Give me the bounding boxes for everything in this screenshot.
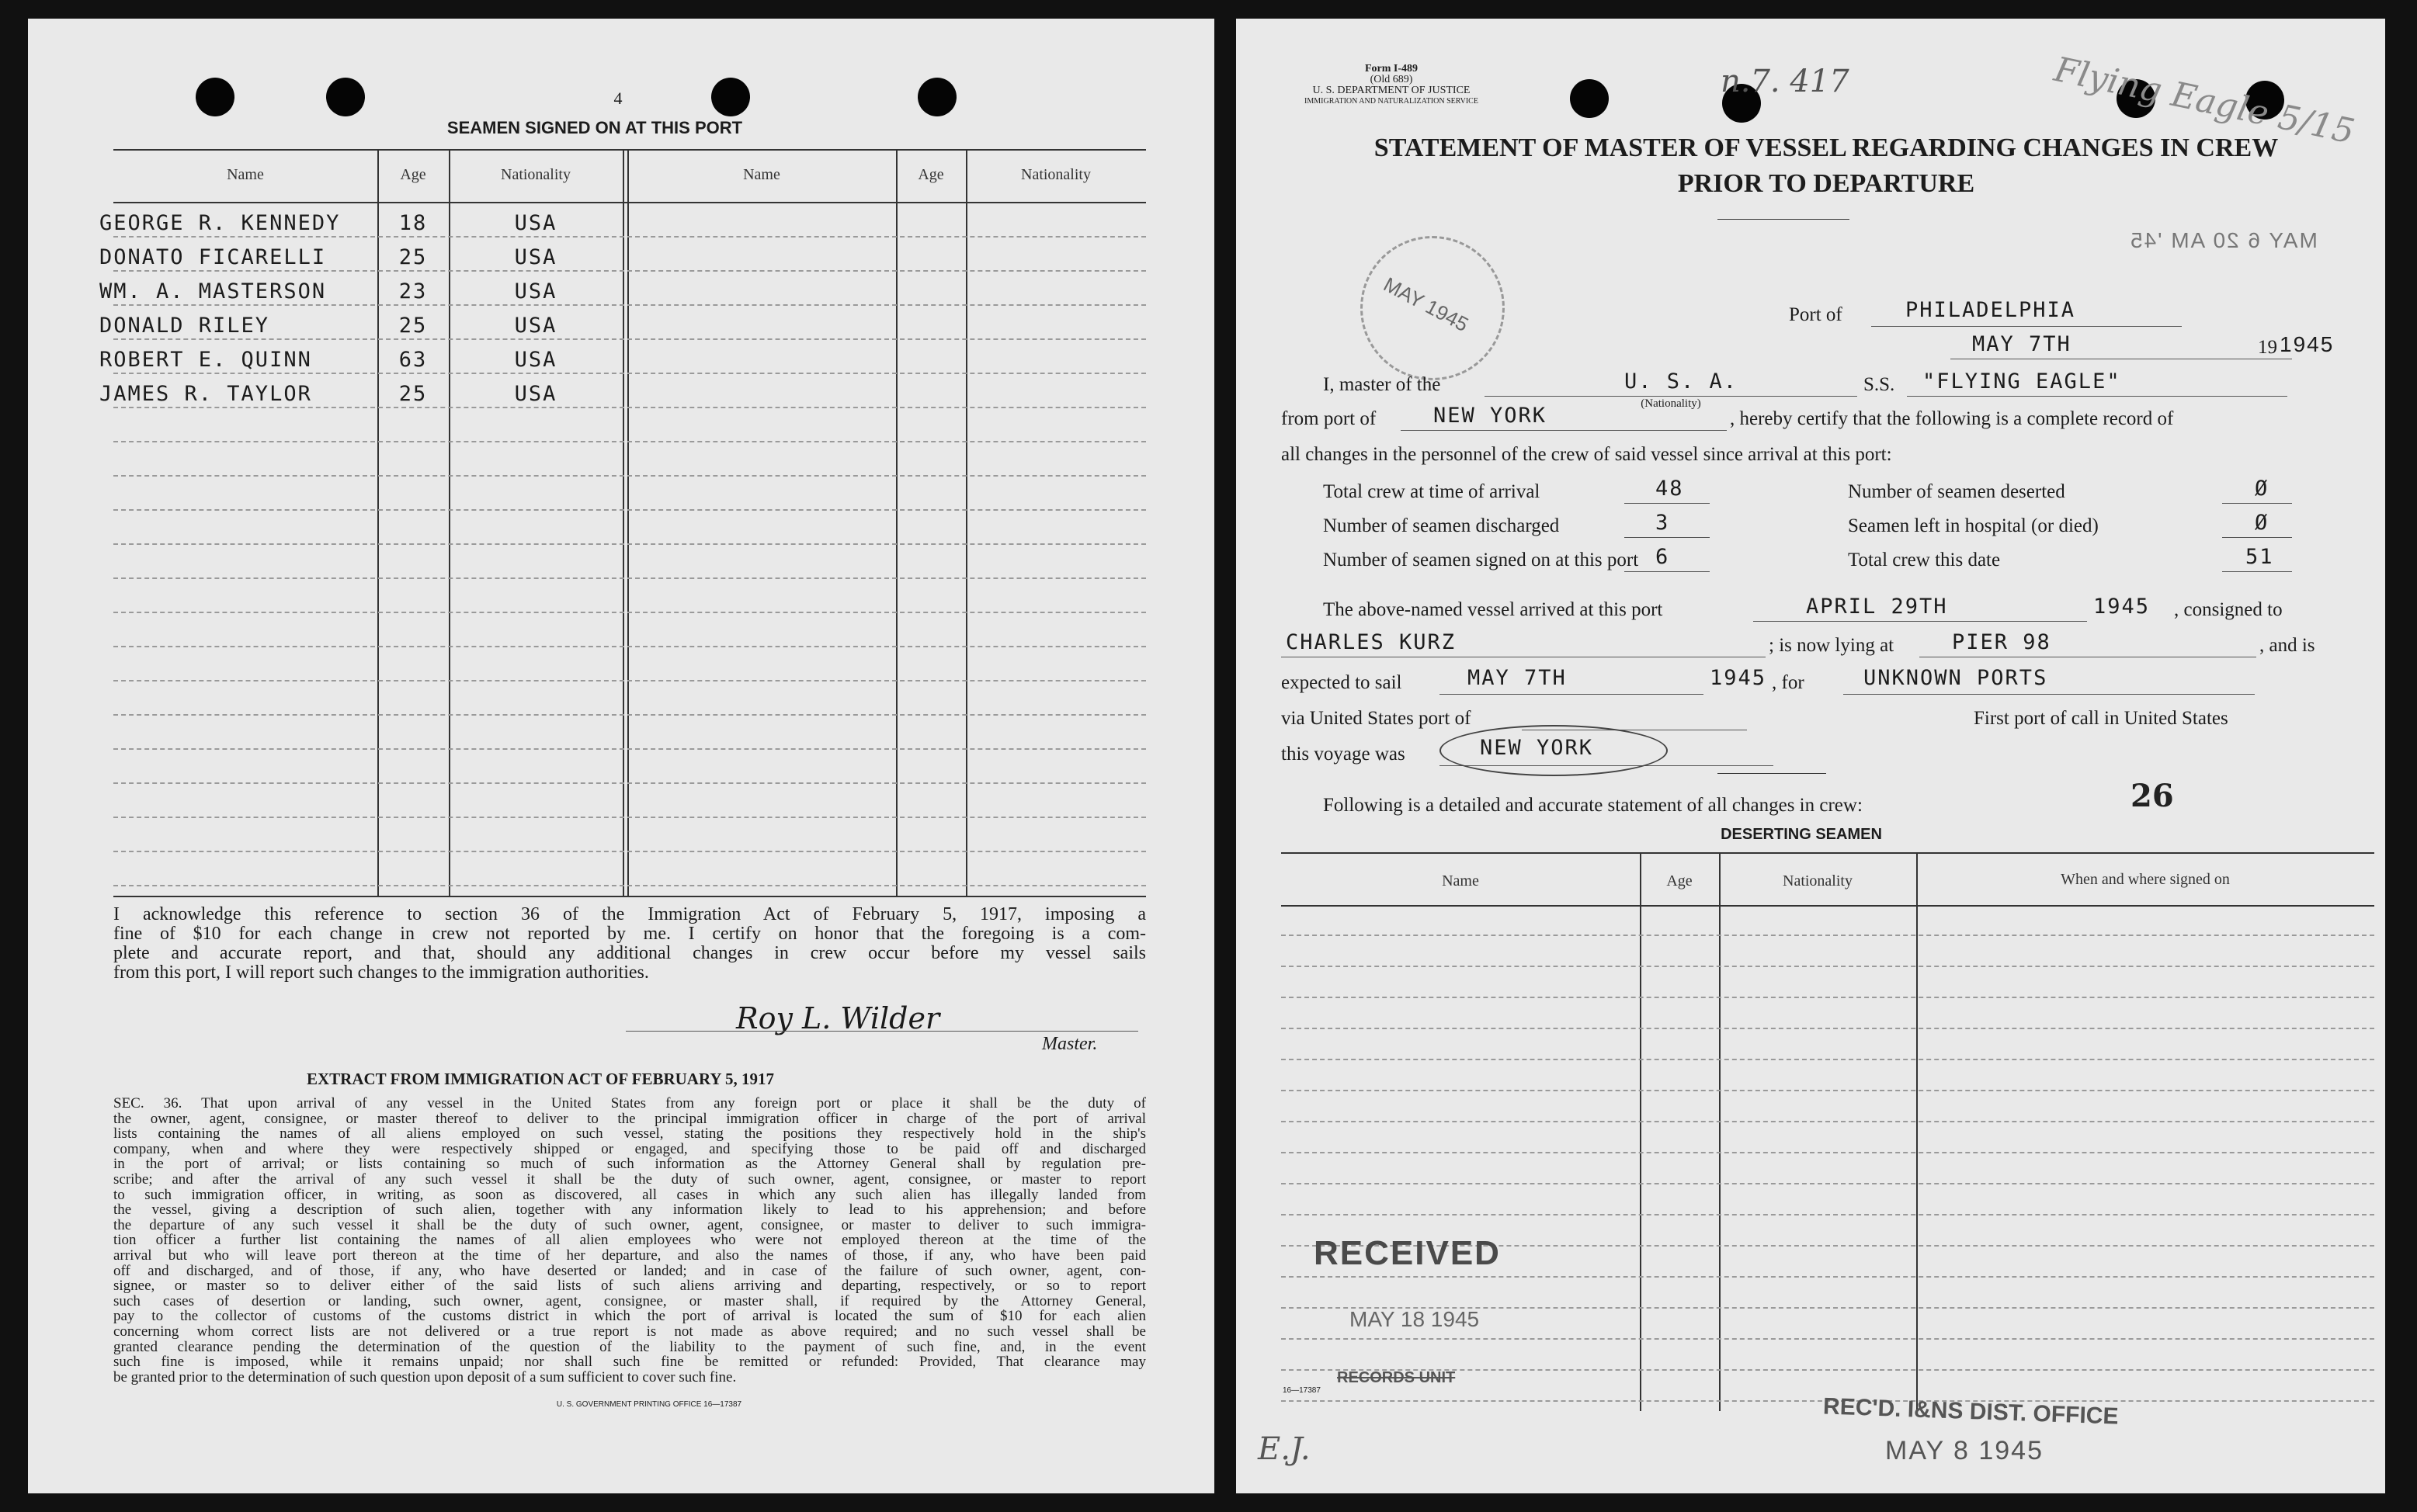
seaman-name: WM. A. MASTERSON <box>99 279 327 303</box>
col-name-2: Name <box>743 166 780 183</box>
year-label: 19 <box>2258 337 2277 358</box>
punch-hole <box>1570 79 1609 118</box>
row-rule <box>113 236 1146 238</box>
extract-line: to such immigration officer, in writing, as soon as discovered, all cases in which any such alien has illegally landed from <box>113 1186 1146 1203</box>
stat-value: Ø <box>2255 511 2269 535</box>
table-title: SEAMEN SIGNED ON AT THIS PORT <box>446 118 743 137</box>
vessel-underline <box>1907 396 2287 397</box>
extract-line: off and discharged, and of those, if any, who have deserted or landed; and in case of the failure of such owner, agent, con- <box>113 1262 1146 1279</box>
section-rule <box>1717 773 1826 774</box>
seaman-nationality: USA <box>514 245 557 269</box>
seaman-name: GEORGE R. KENNEDY <box>99 211 341 235</box>
district-office-date: MAY 8 1945 <box>1885 1436 2044 1465</box>
row-rule <box>113 304 1146 306</box>
seaman-name: JAMES R. TAYLOR <box>99 382 312 406</box>
seaman-age: 25 <box>398 245 428 269</box>
sail-date: MAY 7TH <box>1467 666 1567 690</box>
extract-line: scribe; and after the arrival of any such vessel it shall be the duty of such owner, agent, consignee, or master to report <box>113 1170 1146 1188</box>
lying-label: ; is now lying at <box>1769 635 1894 656</box>
row-rule <box>1281 966 2374 967</box>
table-bottom-rule <box>113 896 1146 897</box>
seaman-name: DONALD RILEY <box>99 314 270 338</box>
desert-table-header-rule <box>1281 905 2374 907</box>
extract-title: EXTRACT FROM IMMIGRATION ACT OF FEBRUARY 5, 1917 <box>306 1070 775 1088</box>
service: IMMIGRATION AND NATURALIZATION SERVICE <box>1304 97 1478 106</box>
col-nationality: Nationality <box>501 166 571 183</box>
desert-col-nationality: Nationality <box>1783 872 1853 890</box>
printing-office: U. S. GOVERNMENT PRINTING OFFICE 16—17387 <box>556 1400 742 1409</box>
department: U. S. DEPARTMENT OF JUSTICE <box>1312 85 1471 96</box>
form-header <box>1283 64 1500 107</box>
extract-line: concerning whom correct lists are not delivered or a true report is not made as above required; and no such vessel shall be <box>113 1323 1146 1340</box>
row-rule <box>113 373 1146 374</box>
row-rule <box>113 782 1146 784</box>
port-underline <box>1871 326 2182 327</box>
row-rule <box>113 817 1146 818</box>
seaman-age: 25 <box>398 314 428 338</box>
extract-line: the owner, agent, consignee, or master thereof to deliver to the principal immigration officer in charge of the port of arrival <box>113 1110 1146 1127</box>
row-rule <box>113 509 1146 511</box>
seaman-name: DONATO FICARELLI <box>99 245 327 269</box>
port-of-value: PHILADELPHIA <box>1905 298 2076 322</box>
following-label: Following is a detailed and accurate statement of all changes in crew: <box>1323 795 1863 816</box>
stat-value: 51 <box>2245 545 2274 569</box>
extract-line: arrival but who will leave port thereon at the time of her departure, and also the names of those, if any, who have been paid <box>113 1247 1146 1264</box>
punch-hole <box>196 78 234 116</box>
via-label: via United States port of <box>1281 708 1471 729</box>
row-rule <box>113 646 1146 647</box>
seaman-age: 23 <box>398 279 428 303</box>
stat-underline <box>2222 571 2292 572</box>
records-unit: RECORDS UNIT <box>1337 1369 1456 1386</box>
seaman-age: 25 <box>398 382 428 406</box>
row-rule <box>1281 935 2374 936</box>
table-top-rule <box>113 149 1146 151</box>
row-rule <box>1281 1121 2374 1122</box>
row-rule <box>113 885 1146 886</box>
first-port-label: First port of call in United States <box>1974 708 2228 729</box>
handwritten-note: n.7. 417 <box>1721 64 1849 99</box>
form-number: Form I-489 <box>1364 63 1419 75</box>
sail-date-underline <box>1439 694 1703 695</box>
row-rule <box>113 714 1146 716</box>
destination-underline <box>1843 694 2255 695</box>
changes-text: all changes in the personnel of the crew of said vessel since arrival at this port: <box>1281 444 1892 465</box>
stat-underline <box>1624 503 1710 504</box>
date-value: MAY 7TH <box>1972 332 2071 356</box>
extract-line: pay to the collector of customs of the customs district in which the port of arrival is located the sum of $10 for each alien <box>113 1308 1146 1325</box>
vessel-name: "FLYING EAGLE" <box>1922 369 2121 394</box>
seaman-nationality: USA <box>514 382 557 406</box>
handwritten-number: 26 <box>2131 778 2174 814</box>
nationality-value: U. S. A. <box>1624 369 1738 394</box>
right-page <box>1236 19 2385 1493</box>
desert-table-top <box>1281 852 2374 854</box>
row-rule <box>113 407 1146 408</box>
nationality-underline <box>1485 396 1857 397</box>
and-is-label: , and is <box>2259 635 2315 656</box>
left-page <box>28 19 1214 1493</box>
sail-year: 1945 <box>1710 666 1767 690</box>
from-port-value: NEW YORK <box>1433 404 1547 428</box>
district-office-stamp: REC'D. I&NS DIST. OFFICE <box>1822 1393 2119 1430</box>
seaman-nationality: USA <box>514 279 557 303</box>
row-rule <box>113 612 1146 613</box>
extract-line: lists containing the names of all aliens employed on such vessel, stating the positions they respectively hold in the ship's <box>113 1125 1146 1143</box>
port-of-label: Port of <box>1789 304 1842 325</box>
extract-body <box>113 1096 1146 1385</box>
extract-line: be granted prior to the determination of such question upon deposit of a sum sufficient to cover such fine. <box>113 1368 737 1385</box>
destination: UNKNOWN PORTS <box>1863 666 2048 690</box>
punch-hole <box>711 78 750 116</box>
row-rule <box>1281 1276 2374 1278</box>
seaman-age: 18 <box>398 211 428 235</box>
row-rule <box>113 543 1146 545</box>
row-rule <box>1281 1338 2374 1340</box>
from-port-label: from port of <box>1281 408 1377 429</box>
extract-line: such cases of desertion or landing, such owner, agent, consignee, or master shall, if required by the Attorney General, <box>113 1292 1146 1309</box>
seaman-nationality: USA <box>514 348 557 372</box>
col-nationality-2: Nationality <box>1021 166 1091 183</box>
time-stamp: MAY 6 20 AM '45 <box>2129 228 2318 252</box>
received-date: MAY 18 1945 <box>1349 1307 1480 1331</box>
stat-value: 48 <box>1655 477 1684 501</box>
first-port-value: NEW YORK <box>1480 736 1594 760</box>
seaman-nationality: USA <box>514 211 557 235</box>
certify-text: , hereby certify that the following is a complete record of <box>1730 408 2174 429</box>
desert-col-signed-on: When and where signed on <box>2061 871 2230 888</box>
page-number: 4 <box>613 88 623 108</box>
row-rule <box>1281 1059 2374 1060</box>
row-rule <box>113 851 1146 852</box>
col-age: Age <box>400 166 426 183</box>
stat-underline <box>2222 537 2292 538</box>
form-title <box>1283 130 2370 202</box>
row-rule <box>113 680 1146 681</box>
seaman-name: ROBERT E. QUINN <box>99 348 312 372</box>
punch-hole <box>326 78 365 116</box>
for-label: , for <box>1772 672 1804 693</box>
year-value: 1945 <box>2280 332 2335 356</box>
row-rule <box>113 748 1146 750</box>
ack-line: from this port, I will report such changes to the immigration authorities. <box>113 962 649 983</box>
extract-line: SEC. 36. That upon arrival of any vessel in the United States from any foreign port or place it shall be the duty of <box>113 1095 1146 1111</box>
initials: E.J. <box>1258 1431 1311 1467</box>
extract-line: in the port of arrival; or lists containing so much of such information as the Attorney General shall by regulation pre- <box>113 1156 1146 1173</box>
form-old: (Old 689) <box>1370 74 1413 85</box>
stat-label: Total crew at time of arrival <box>1323 481 1540 502</box>
from-port-underline <box>1401 430 1727 431</box>
row-rule <box>113 441 1146 442</box>
master-label: Master. <box>1042 1034 1098 1054</box>
arrived-year: 1945 <box>2093 595 2151 619</box>
extract-line: company, when and where they were respectively shipped or engaged, and specifying those to be paid off and discharged <box>113 1140 1146 1157</box>
ss-label: S.S. <box>1863 374 1895 395</box>
consigned-label: , consigned to <box>2174 599 2283 620</box>
ack-line: plete and accurate report, and that, should any additional changes in crew occur before my vessel sails <box>113 943 1146 963</box>
stat-label: Seamen left in hospital (or died) <box>1848 515 2099 536</box>
ack-line: I acknowledge this reference to section 36 of the Immigration Act of February 5, 1917, imposing a <box>113 904 1146 924</box>
consignee: CHARLES KURZ <box>1286 630 1457 654</box>
deserting-title: DESERTING SEAMEN <box>1721 826 1882 843</box>
postmark-date: MAY 1945 <box>1380 272 1473 337</box>
desert-col-name: Name <box>1442 872 1479 890</box>
arrived-label: The above-named vessel arrived at this port <box>1323 599 1663 620</box>
pier: PIER 98 <box>1952 630 2051 654</box>
arrived-date: APRIL 29TH <box>1806 595 1948 619</box>
master-signature: Roy L. Wilder <box>736 1001 940 1035</box>
extract-line: such fine is imposed, while it remains unpaid; nor shall such fine be remitted or refunded: Provided, That clearance may <box>113 1354 1146 1371</box>
col-age-2: Age <box>918 166 944 183</box>
stat-underline <box>2222 503 2292 504</box>
row-rule <box>113 475 1146 477</box>
title-line-2: PRIOR TO DEPARTURE <box>1677 169 1975 198</box>
stat-value: 3 <box>1655 511 1670 535</box>
stat-label: Number of seamen signed on at this port <box>1323 550 1639 570</box>
expected-label: expected to sail <box>1281 672 1402 693</box>
punch-hole <box>918 78 957 116</box>
handwritten-corner-note: Flying Eagle 5/15 <box>2051 50 2358 152</box>
stat-label: Number of seamen deserted <box>1848 481 2065 502</box>
row-rule <box>113 577 1146 579</box>
signature-line <box>626 1031 1138 1032</box>
form-code: 16—17387 <box>1283 1386 1321 1395</box>
seaman-nationality: USA <box>514 314 557 338</box>
row-rule <box>1281 1214 2374 1215</box>
row-rule <box>1281 997 2374 998</box>
table-header-rule <box>113 202 1146 203</box>
title-underline <box>1717 219 1849 220</box>
row-rule <box>1281 1152 2374 1153</box>
extract-line: the departure of any such vessel it shall be the duty of such owner, agent, consignee, or master to deliver to such immigra- <box>113 1216 1146 1233</box>
stat-value: 6 <box>1655 545 1670 569</box>
row-rule <box>1281 1183 2374 1184</box>
master-of-label: I, master of the <box>1323 374 1441 395</box>
voyage-label: this voyage was <box>1281 744 1405 765</box>
stat-label: Number of seamen discharged <box>1323 515 1560 536</box>
row-rule <box>113 338 1146 340</box>
column-divider <box>1916 852 1918 1411</box>
seaman-age: 63 <box>398 348 428 372</box>
title-line-1: STATEMENT OF MASTER OF VESSEL REGARDING CHANGES IN CREW <box>1373 134 2279 162</box>
row-rule <box>113 270 1146 272</box>
extract-line: the vessel, giving a description of such alien, together with any information likely to lead to his apprehension; and before <box>113 1202 1146 1219</box>
extract-line: tion officer a further list containing the names of all alien employees who were not employed thereon at the time of the <box>113 1232 1146 1249</box>
column-divider <box>1719 852 1721 1411</box>
col-name: Name <box>227 166 264 183</box>
stat-underline <box>1624 537 1710 538</box>
row-rule <box>1281 1090 2374 1091</box>
stat-label: Total crew this date <box>1848 550 2001 570</box>
extract-line: granted clearance pending the determination of the question of the liability to the payment of such fine, and, in the event <box>113 1338 1146 1355</box>
ack-line: fine of $10 for each change in crew not reported by me. I certify on honor that the foregoing is a com- <box>113 924 1146 944</box>
column-divider <box>1640 852 1641 1411</box>
arrived-underline <box>1753 621 2087 622</box>
received-stamp: RECEIVED <box>1314 1234 1501 1272</box>
row-rule <box>1281 1028 2374 1029</box>
acknowledgement <box>113 904 1146 983</box>
desert-col-age: Age <box>1666 872 1693 890</box>
extract-line: signee, or master so to deliver either of the said lists of such aliens arriving and departing, respectively, or so to report <box>113 1278 1146 1295</box>
postmark <box>1360 236 1505 380</box>
stat-value: Ø <box>2255 477 2269 501</box>
stat-underline <box>1624 571 1710 572</box>
nationality-caption: (Nationality) <box>1641 397 1701 410</box>
